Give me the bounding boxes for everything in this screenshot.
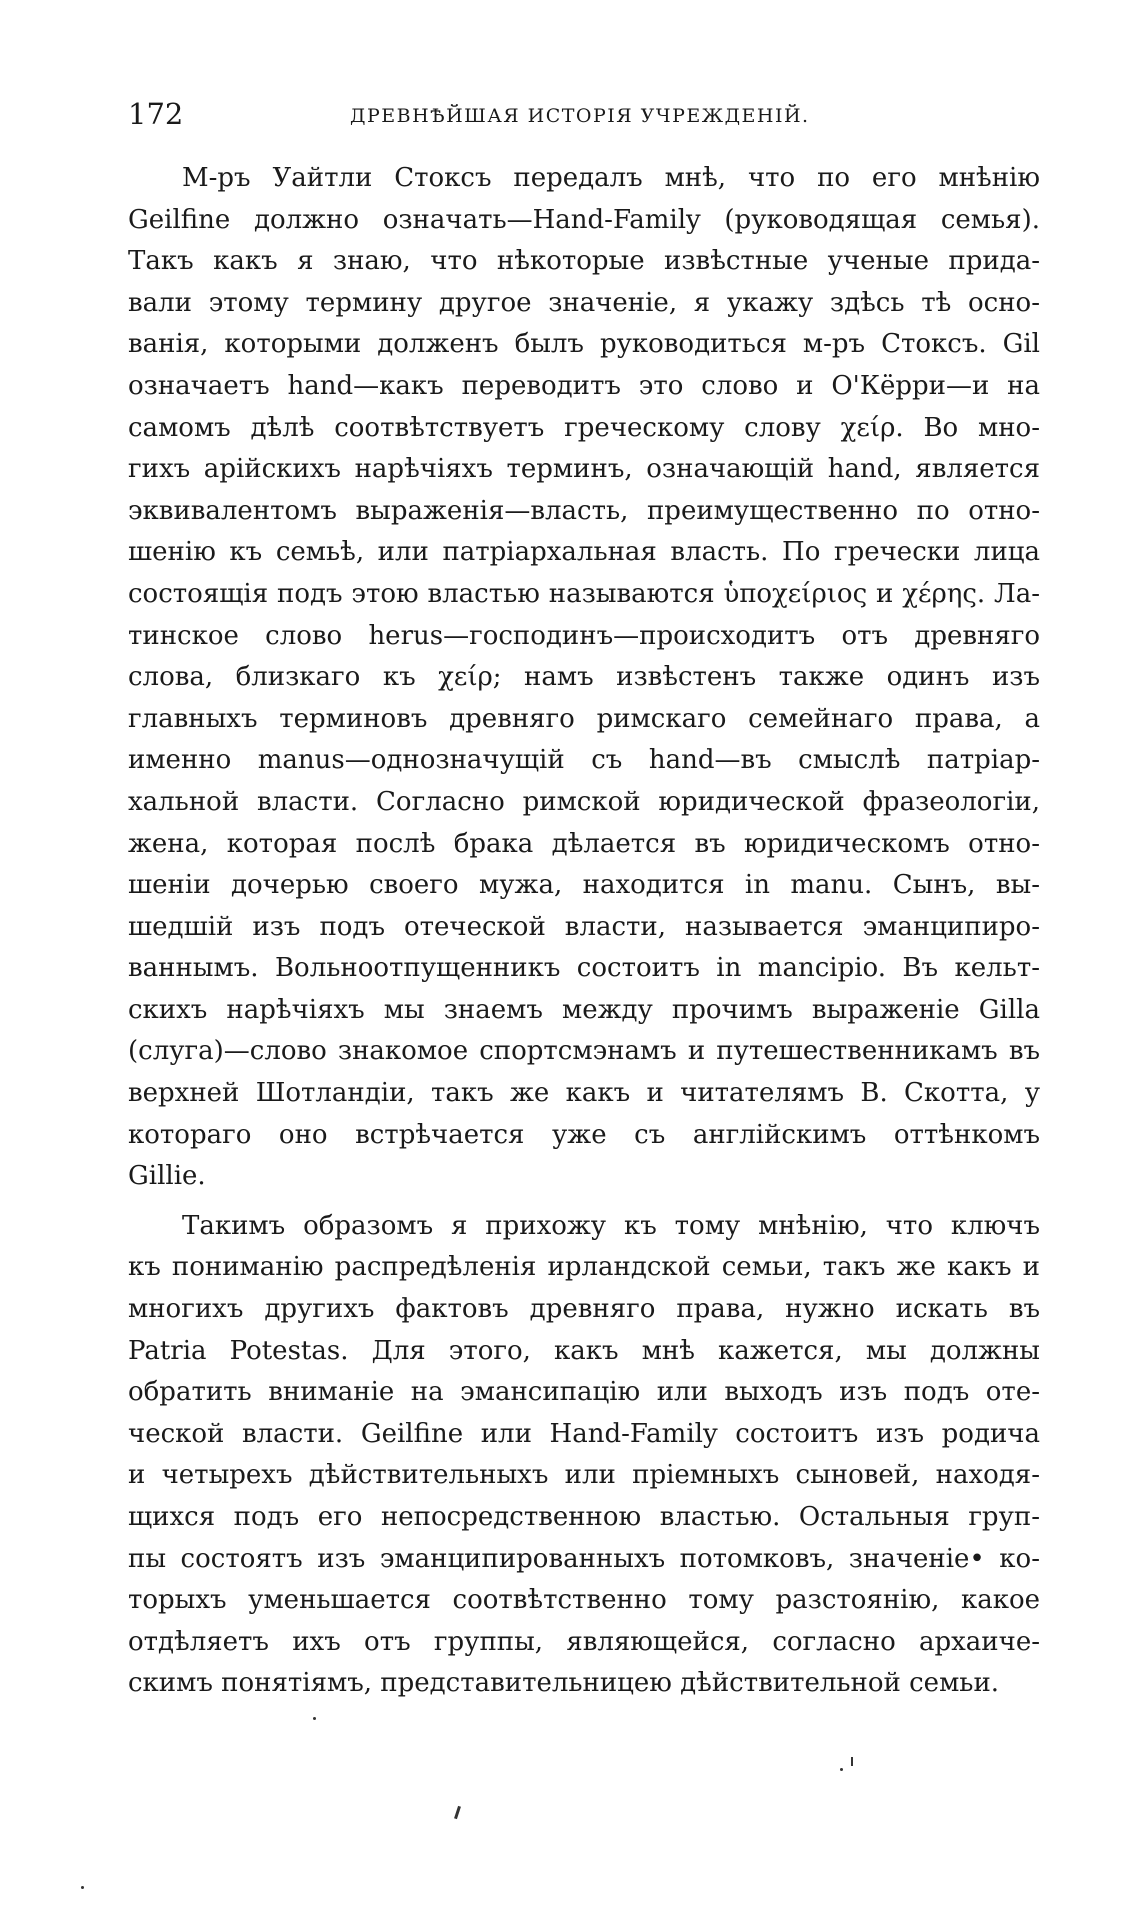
text-line: означаетъ hand—какъ переводитъ это слово и О'Кёрри—и на [128, 370, 1040, 401]
print-speck [840, 1768, 843, 1771]
paragraph-1 [128, 158, 1040, 1198]
text-line: шедшій изъ подъ отеческой власти, называется эманципиро- [128, 911, 1040, 942]
text-line: шеніи дочерью своего мужа, находится in manu. Сынъ, вы- [128, 870, 1040, 901]
text-line: шенію къ семьѣ, или патріархальная власть. По гречески лица [128, 537, 1040, 568]
text-line: къ пониманію распредѣленія ирландской семьи, такъ же какъ и [128, 1252, 1040, 1283]
text-line: торыхъ уменьшается соотвѣтственно тому разстоянію, какое [128, 1585, 1040, 1616]
page-number: 172 [128, 97, 184, 131]
text-line: (слуга)—слово знакомое спортсмэнамъ и путешественникамъ въ [128, 1036, 1040, 1067]
text-line: именно manus—однозначущій съ hand—въ смыслѣ патріар- [128, 745, 1040, 776]
text-line: ческой власти. Geilfine или Hand-Family состоитъ изъ родича [128, 1418, 1040, 1449]
text-line: скимъ понятіямъ, представительницею дѣйствительной семьи. [128, 1668, 1000, 1699]
text-line: главныхъ терминовъ древняго римскаго семейнаго права, а [128, 703, 1040, 734]
text-line: и четырехъ дѣйствительныхъ или пріемныхъ сыновей, находя- [128, 1460, 1040, 1491]
text-line: М-ръ Уайтли Стоксъ передалъ мнѣ, что по его мнѣнію [182, 163, 1040, 193]
text-line: вали этому термину другое значеніе, я укажу здѣсь тѣ осно- [128, 287, 1040, 318]
running-head [128, 92, 1040, 136]
text-line: тинское слово herus—господинъ—происходитъ отъ древняго [128, 620, 1040, 651]
text-line: самомъ дѣлѣ соотвѣтствуетъ греческому слову χείρ. Во мно- [128, 412, 1040, 443]
paragraph-2 [128, 1206, 1040, 1705]
text-line: отдѣляетъ ихъ отъ группы, являющейся, согласно архаиче- [128, 1626, 1040, 1657]
print-speck [851, 1757, 853, 1766]
text-line: хальной власти. Согласно римской юридической фразеологіи, [128, 786, 1040, 817]
text-line: гихъ арійскихъ нарѣчіяхъ терминъ, означающій hand, является [128, 454, 1040, 485]
text-line: состоящія подъ этою властью называются ὑποχείριος и χέρης. Ла- [128, 578, 1040, 609]
text-line: пы состоятъ изъ эманципированныхъ потомковъ, значеніе• ко- [128, 1543, 1040, 1574]
text-line: верхней Шотландіи, такъ же какъ и читателямъ В. Скотта, у [128, 1078, 1040, 1109]
text-line: жена, которая послѣ брака дѣлается въ юридическомъ отно- [128, 828, 1040, 859]
print-speck [81, 1886, 84, 1889]
text-line: ваннымъ. Вольноотпущенникъ состоитъ in mancipio. Въ кельт- [128, 953, 1040, 984]
text-line: многихъ другихъ фактовъ древняго права, нужно искать въ [128, 1294, 1040, 1325]
text-line: котораго оно встрѣчается уже съ англійскимъ оттѣнкомъ [128, 1119, 1040, 1150]
text-line: слова, близкаго къ χείρ; намъ извѣстенъ также одинъ изъ [128, 662, 1040, 693]
text-line: ванія, которыми долженъ былъ руководиться м-ръ Стоксъ. Gil [128, 329, 1040, 360]
text-line: Такъ какъ я знаю, что нѣкоторые извѣстные ученые прида- [128, 246, 1040, 277]
text-line: Geilfine должно означать—Hand-Family (руководящая семья). [128, 204, 1040, 235]
text-line: скихъ нарѣчіяхъ мы знаемъ между прочимъ выраженіе Gilla [128, 994, 1040, 1025]
print-speck [313, 1717, 316, 1720]
text-line: эквивалентомъ выраженія—власть, преимущественно по отно- [128, 495, 1040, 526]
text-line: Такимъ образомъ я прихожу къ тому мнѣнію, что ключъ [182, 1210, 1040, 1241]
body-text [128, 158, 1040, 1705]
text-line: Gillie. [128, 1161, 206, 1192]
print-speck [454, 1806, 461, 1819]
paragraph-gap [128, 1198, 1040, 1206]
text-line: обратить вниманіе на эмансипацію или выходъ изъ подъ оте- [128, 1377, 1040, 1408]
text-line: щихся подъ его непосредственною властью. Остальныя груп- [128, 1502, 1040, 1532]
running-title: ДРЕВНѢЙШАЯ ИСТОРІЯ УЧРЕЖДЕНІЙ. [350, 105, 810, 127]
text-line: Patria Potestas. Для этого, какъ мнѣ кажется, мы должны [128, 1335, 1040, 1366]
